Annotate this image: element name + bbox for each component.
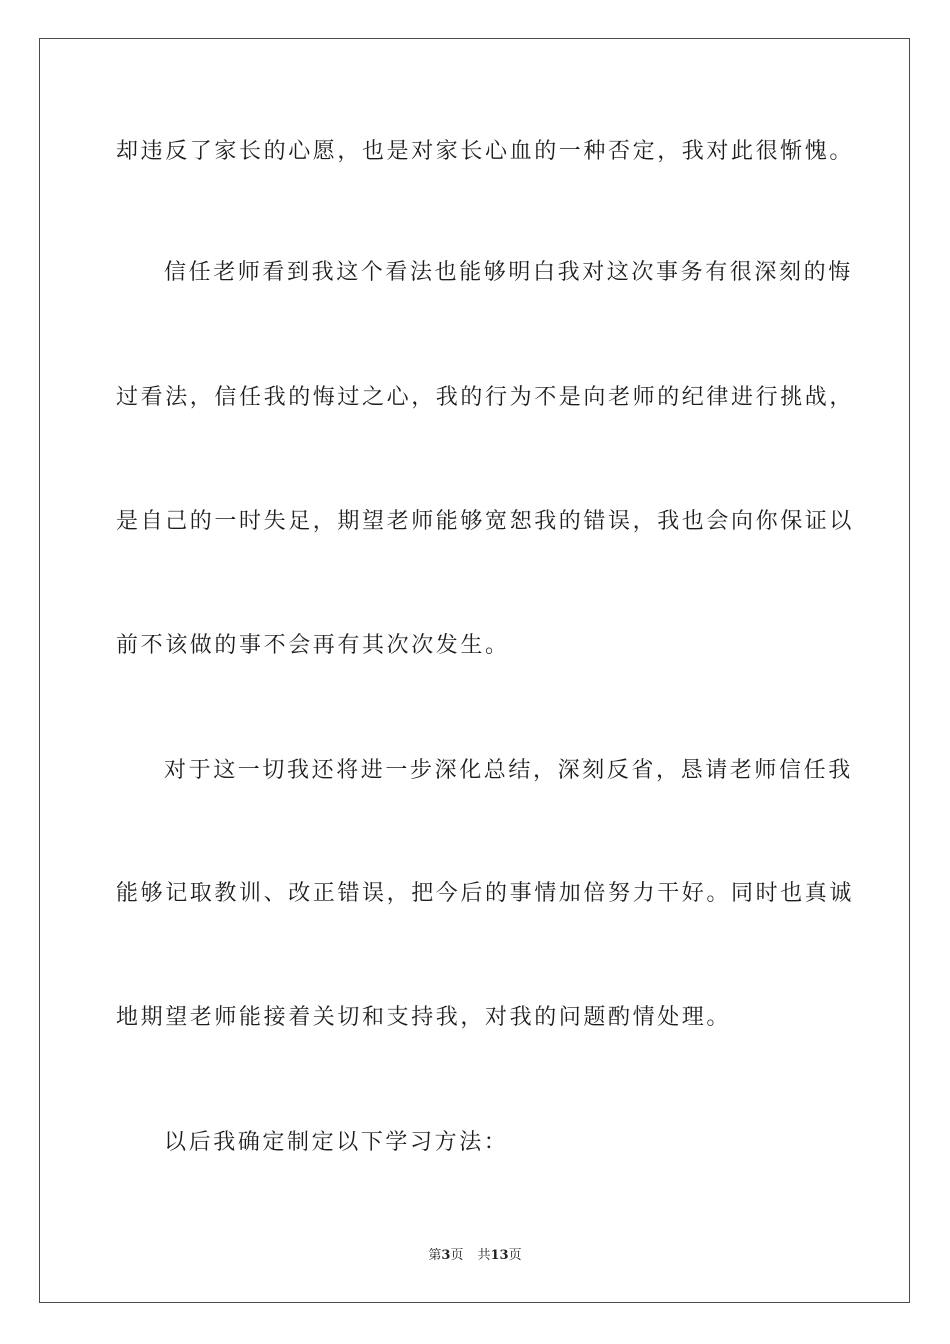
body-line-5: 前不该做的事不会再有其次次发生。 (116, 633, 510, 658)
body-line-7: 能够记取教训、改正错误，把今后的事情加倍努力干好。同时也真诚 (116, 881, 855, 906)
page-suffix: 页 (450, 1248, 464, 1263)
page-prefix: 第 (428, 1248, 442, 1263)
page-footer (0, 1247, 950, 1265)
page-number: 3 (441, 1248, 451, 1263)
body-line-8: 地期望老师能接着关切和支持我，对我的问题酌情处理。 (116, 1005, 732, 1030)
body-line-3: 过看法，信任我的悔过之心，我的行为不是向老师的纪律进行挑战， (116, 385, 855, 410)
body-line-9: 以后我确定制定以下学习方法： (164, 1130, 509, 1155)
total-pages: 13 (490, 1248, 509, 1263)
total-suffix: 页 (508, 1248, 522, 1263)
body-line-4: 是自己的一时失足，期望老师能够宽恕我的错误，我也会向你保证以 (116, 509, 855, 534)
body-line-1: 却违反了家长的心愿，也是对家长心血的一种否定，我对此很惭愧。 (116, 139, 855, 164)
body-line-2: 信任老师看到我这个看法也能够明白我对这次事务有很深刻的悔 (164, 260, 853, 285)
page-border (39, 38, 910, 1303)
total-prefix: 共 (477, 1248, 491, 1263)
body-line-6: 对于这一切我还将进一步深化总结，深刻反省，恳请老师信任我 (164, 758, 853, 783)
